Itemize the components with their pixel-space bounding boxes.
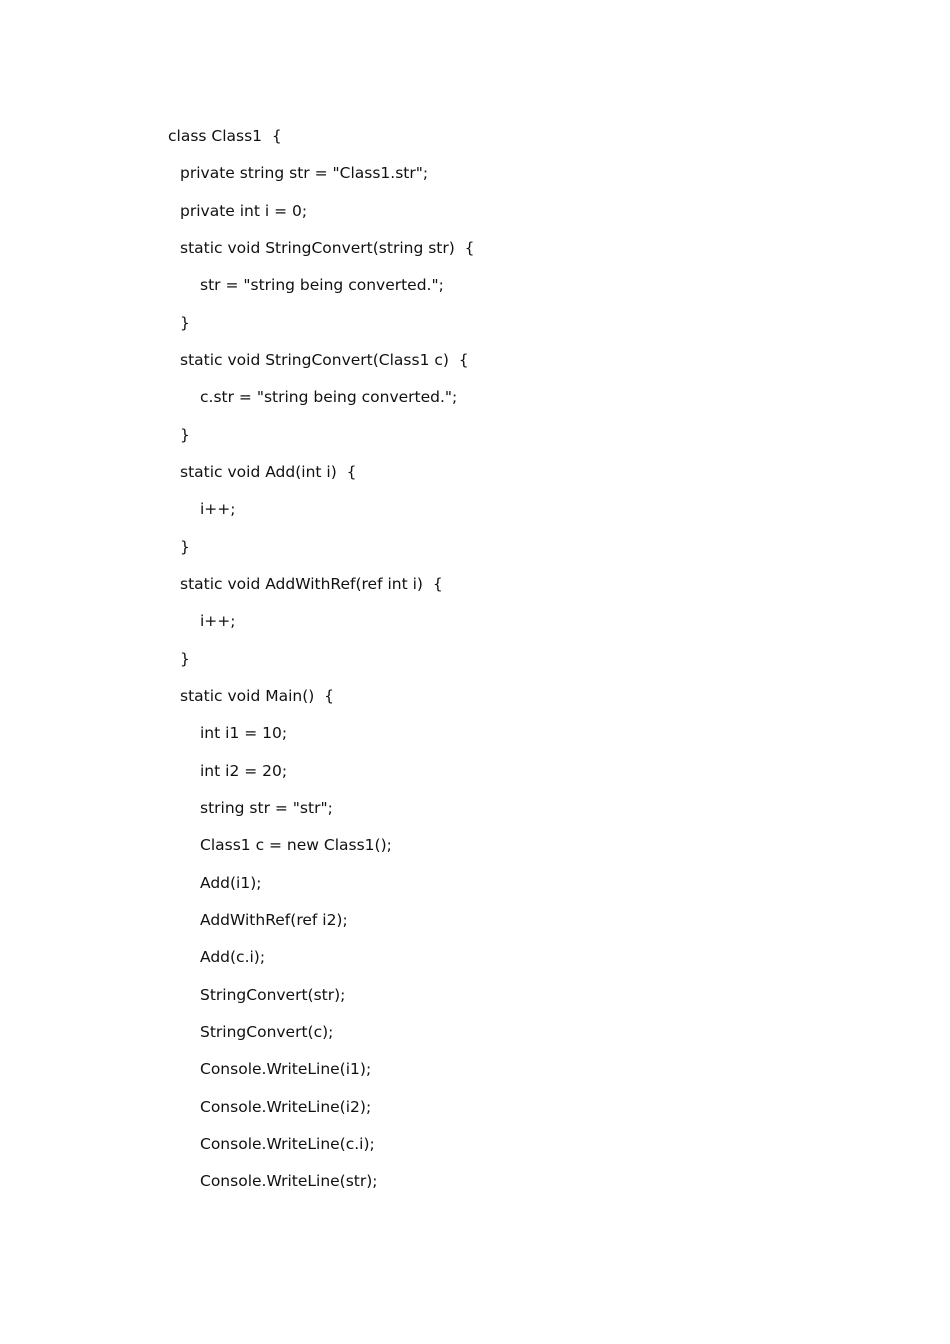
- code-line: Add(i1);: [200, 873, 262, 892]
- code-line: StringConvert(str);: [200, 985, 346, 1004]
- code-line: Console.WriteLine(i1);: [200, 1060, 372, 1079]
- code-line: static void StringConvert(Class1 c) {: [180, 350, 469, 369]
- code-line: }: [180, 649, 190, 668]
- code-line: }: [180, 425, 190, 444]
- code-line: }: [180, 537, 190, 556]
- code-line: Console.WriteLine(str);: [200, 1172, 378, 1191]
- code-line: Class1 c = new Class1();: [200, 836, 392, 855]
- code-line: Add(c.i);: [200, 948, 266, 967]
- code-line: static void Main() {: [180, 686, 335, 705]
- code-line: str = "string being converted.";: [200, 276, 444, 295]
- code-line: static void StringConvert(string str) {: [180, 238, 475, 257]
- code-line: private int i = 0;: [180, 201, 308, 220]
- code-line: }: [180, 313, 190, 332]
- code-line: static void Add(int i) {: [180, 462, 357, 481]
- code-line: i++;: [200, 612, 236, 631]
- code-line: c.str = "string being converted.";: [200, 388, 458, 407]
- code-line: i++;: [200, 500, 236, 519]
- code-line: static void AddWithRef(ref int i) {: [180, 574, 443, 593]
- code-line: int i2 = 20;: [200, 761, 288, 780]
- code-line: private string str = "Class1.str";: [180, 164, 429, 183]
- code-line: string str = "str";: [200, 798, 333, 817]
- code-line: StringConvert(c);: [200, 1022, 334, 1041]
- code-line: class Class1 {: [168, 127, 282, 145]
- code-listing: [168, 126, 475, 1209]
- code-line: Console.WriteLine(c.i);: [200, 1134, 375, 1153]
- code-line: AddWithRef(ref i2);: [200, 910, 348, 929]
- code-line: int i1 = 10;: [200, 724, 288, 743]
- code-line: Console.WriteLine(i2);: [200, 1097, 372, 1116]
